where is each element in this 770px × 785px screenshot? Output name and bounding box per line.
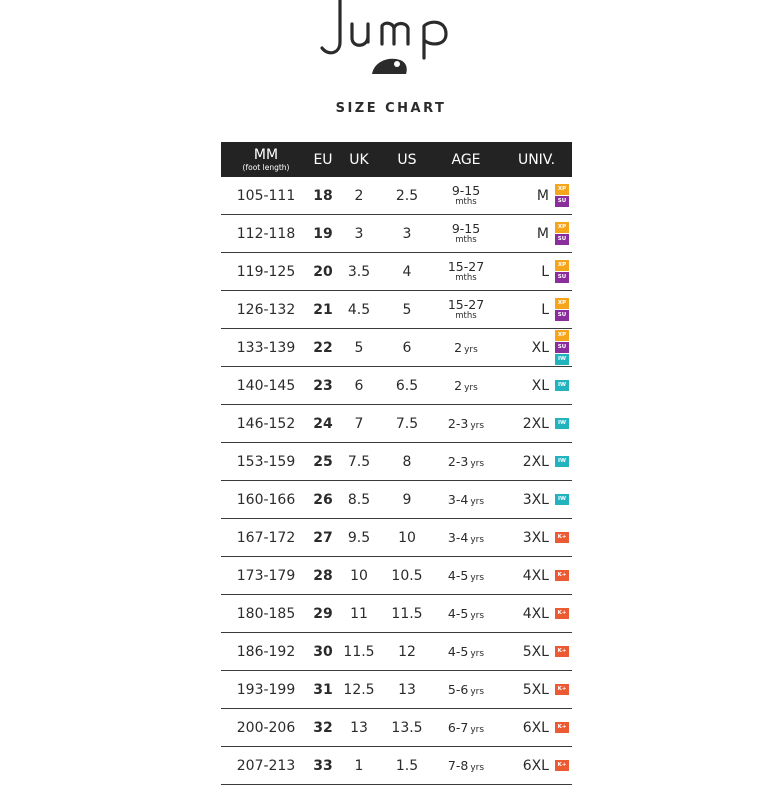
age-number: 7-8 [447,757,469,773]
age-value [431,530,501,546]
age-cell [431,530,501,546]
header-univ: UNIV. [517,151,556,168]
eu-cell: 31 [313,681,333,698]
age-value [431,682,501,698]
age-cell [431,454,501,470]
mm-cell: 193-199 [236,681,296,698]
univ-size: M [536,225,549,242]
table-row [221,367,572,405]
badge-su: SU [555,234,569,245]
age-value [431,758,501,774]
us-cell: 10.5 [391,567,423,584]
uk-cell: 7 [354,415,364,432]
badge-iw: IW [555,494,569,505]
uk-cell: 2 [354,187,364,204]
mm-cell: 146-152 [236,415,296,432]
us-cell: 6.5 [395,377,419,394]
age-value [431,223,501,244]
eu-cell: 32 [313,719,333,736]
age-unit: mths [455,272,477,283]
mm-cell: 200-206 [236,719,296,736]
us-cell: 9 [402,491,412,508]
category-badges [555,184,569,207]
uk-cell: 8.5 [347,491,371,508]
category-badges [555,722,569,733]
badge-iw: IW [555,354,569,365]
mm-cell: 112-118 [236,225,296,242]
age-unit: yrs [470,496,485,507]
eu-cell: 27 [313,529,333,546]
age-unit: yrs [470,724,485,735]
uk-cell: 11.5 [343,643,375,660]
age-cell [431,682,501,698]
univ-cell [501,378,572,394]
category-badges [555,330,569,365]
uk-cell: 7.5 [347,453,371,470]
badge-kplus: K+ [555,722,569,733]
eu-cell: 22 [313,339,333,356]
age-unit: yrs [470,648,485,659]
table-row [221,443,572,481]
univ-size: 4XL [522,605,549,622]
univ-size: 3XL [522,491,549,508]
badge-xp: XP [555,298,569,309]
uk-cell: 1 [354,757,364,774]
table-row [221,329,572,367]
mm-cell: 105-111 [236,187,296,204]
age-unit: mths [455,196,477,207]
badge-su: SU [555,310,569,321]
eu-cell: 28 [313,567,333,584]
eu-cell: 30 [313,643,333,660]
uk-cell: 5 [354,339,364,356]
age-cell [431,606,501,622]
header-eu: EU [313,151,333,168]
age-number: 2 [454,339,463,355]
uk-cell: 3.5 [347,263,371,280]
category-badges [555,418,569,429]
age-unit: yrs [470,534,485,545]
table-row [221,215,572,253]
table-row [221,519,572,557]
page-title: SIZE CHART [335,101,447,116]
mm-cell: 180-185 [236,605,296,622]
univ-size: 5XL [522,643,549,660]
category-badges [555,456,569,467]
category-badges [555,222,569,245]
age-cell [431,492,501,508]
badge-su: SU [555,272,569,283]
age-unit: yrs [470,610,485,621]
age-unit: yrs [470,572,485,583]
us-cell: 1.5 [395,757,419,774]
header-uk: UK [349,151,369,168]
table-row [221,557,572,595]
table-header [221,142,572,177]
us-cell: 4 [402,263,412,280]
eu-cell: 18 [313,187,333,204]
eu-cell: 29 [313,605,333,622]
mm-cell: 207-213 [236,757,296,774]
age-value [431,568,501,584]
age-unit: mths [455,310,477,321]
age-number: 15-27 [447,297,485,312]
us-cell: 10 [398,529,416,546]
size-table [221,142,572,785]
age-cell [431,758,501,774]
uk-cell: 6 [354,377,364,394]
age-value [431,299,501,320]
mm-cell: 167-172 [236,529,296,546]
mm-cell: 173-179 [236,567,296,584]
univ-size: L [541,301,549,318]
us-cell: 8 [402,453,412,470]
age-cell [431,720,501,736]
us-cell: 6 [402,339,412,356]
univ-cell [501,492,572,508]
univ-cell [501,222,572,245]
age-number: 5-6 [447,681,469,697]
mm-cell: 133-139 [236,339,296,356]
badge-kplus: K+ [555,760,569,771]
age-value [431,606,501,622]
univ-cell [501,330,572,365]
brand-logo [300,0,480,78]
badge-xp: XP [555,184,569,195]
age-cell [431,261,501,282]
us-cell: 12 [398,643,416,660]
uk-cell: 3 [354,225,364,242]
mm-cell: 186-192 [236,643,296,660]
badge-kplus: K+ [555,646,569,657]
age-cell [431,416,501,432]
age-value [431,454,501,470]
table-row [221,671,572,709]
mm-cell: 153-159 [236,453,296,470]
category-badges [555,532,569,543]
header-age: AGE [451,151,481,168]
uk-cell: 12.5 [343,681,375,698]
univ-size: 3XL [522,529,549,546]
table-row [221,253,572,291]
mm-cell: 126-132 [236,301,296,318]
badge-iw: IW [555,380,569,391]
univ-cell [501,530,572,546]
category-badges [555,260,569,283]
badge-kplus: K+ [555,570,569,581]
mm-cell: 140-145 [236,377,296,394]
age-value [431,720,501,736]
age-unit: yrs [470,686,485,697]
age-number: 3-4 [447,491,469,507]
eu-cell: 26 [313,491,333,508]
univ-cell [501,298,572,321]
univ-cell [501,720,572,736]
age-cell [431,340,501,356]
age-value [431,340,501,356]
age-cell [431,568,501,584]
uk-cell: 13 [350,719,368,736]
age-unit: yrs [464,344,478,355]
univ-size: 2XL [522,415,549,432]
age-number: 15-27 [447,259,485,274]
us-cell: 11.5 [391,605,423,622]
univ-cell [501,416,572,432]
age-cell [431,299,501,320]
age-value [431,378,501,394]
uk-cell: 11 [350,605,368,622]
univ-size: 6XL [522,757,549,774]
eu-cell: 21 [313,301,333,318]
table-row [221,595,572,633]
age-number: 9-15 [451,183,481,198]
univ-size: 4XL [522,567,549,584]
category-badges [555,298,569,321]
badge-xp: XP [555,330,569,341]
header-mm-sublabel: (foot length) [242,162,290,172]
univ-size: 6XL [522,719,549,736]
age-cell [431,644,501,660]
table-body [221,177,572,785]
table-row [221,747,572,785]
category-badges [555,608,569,619]
badge-xp: XP [555,260,569,271]
table-row [221,177,572,215]
eu-cell: 20 [313,263,333,280]
age-number: 2-3 [447,415,469,431]
table-row [221,291,572,329]
category-badges [555,380,569,391]
age-number: 4-5 [447,605,469,621]
category-badges [555,646,569,657]
us-cell: 13 [398,681,416,698]
badge-iw: IW [555,456,569,467]
age-number: 4-5 [447,567,469,583]
age-number: 4-5 [447,643,469,659]
header-us: US [397,151,417,168]
mm-cell: 160-166 [236,491,296,508]
age-unit: yrs [470,458,485,469]
univ-size: L [541,263,549,280]
eu-cell: 25 [313,453,333,470]
uk-cell: 10 [350,567,368,584]
age-unit: yrs [470,420,485,431]
univ-cell [501,184,572,207]
age-cell [431,223,501,244]
category-badges [555,760,569,771]
age-unit: yrs [464,382,478,393]
age-unit: yrs [470,762,485,773]
us-cell: 3 [402,225,412,242]
age-value [431,644,501,660]
age-number: 6-7 [447,719,469,735]
badge-iw: IW [555,418,569,429]
table-row [221,633,572,671]
age-number: 3-4 [447,529,469,545]
eu-cell: 24 [313,415,333,432]
univ-cell [501,758,572,774]
univ-size: XL [531,339,549,356]
us-cell: 7.5 [395,415,419,432]
age-value [431,416,501,432]
age-value [431,261,501,282]
badge-su: SU [555,196,569,207]
univ-size: 5XL [522,681,549,698]
mm-cell: 119-125 [236,263,296,280]
category-badges [555,570,569,581]
uk-cell: 9.5 [347,529,371,546]
header-mm [221,148,311,172]
age-number: 9-15 [451,221,481,236]
age-value [431,492,501,508]
category-badges [555,494,569,505]
badge-kplus: K+ [555,532,569,543]
table-row [221,481,572,519]
eu-cell: 19 [313,225,333,242]
eu-cell: 23 [313,377,333,394]
univ-cell [501,682,572,698]
badge-su: SU [555,342,569,353]
badge-xp: XP [555,222,569,233]
header-mm-label: MM [253,146,279,163]
age-value [431,185,501,206]
eu-cell: 33 [313,757,333,774]
age-number: 2 [454,377,463,393]
univ-cell [501,606,572,622]
us-cell: 13.5 [391,719,423,736]
age-cell [431,378,501,394]
univ-cell [501,454,572,470]
univ-size: 2XL [522,453,549,470]
age-number: 2-3 [447,453,469,469]
uk-cell: 4.5 [347,301,371,318]
univ-size: M [536,187,549,204]
table-row [221,709,572,747]
us-cell: 2.5 [395,187,419,204]
univ-cell [501,568,572,584]
univ-cell [501,260,572,283]
category-badges [555,684,569,695]
age-cell [431,185,501,206]
table-row [221,405,572,443]
age-unit: mths [455,234,477,245]
jump-logo-icon [300,0,480,78]
univ-size: XL [531,377,549,394]
badge-kplus: K+ [555,684,569,695]
univ-cell [501,644,572,660]
badge-kplus: K+ [555,608,569,619]
us-cell: 5 [402,301,412,318]
